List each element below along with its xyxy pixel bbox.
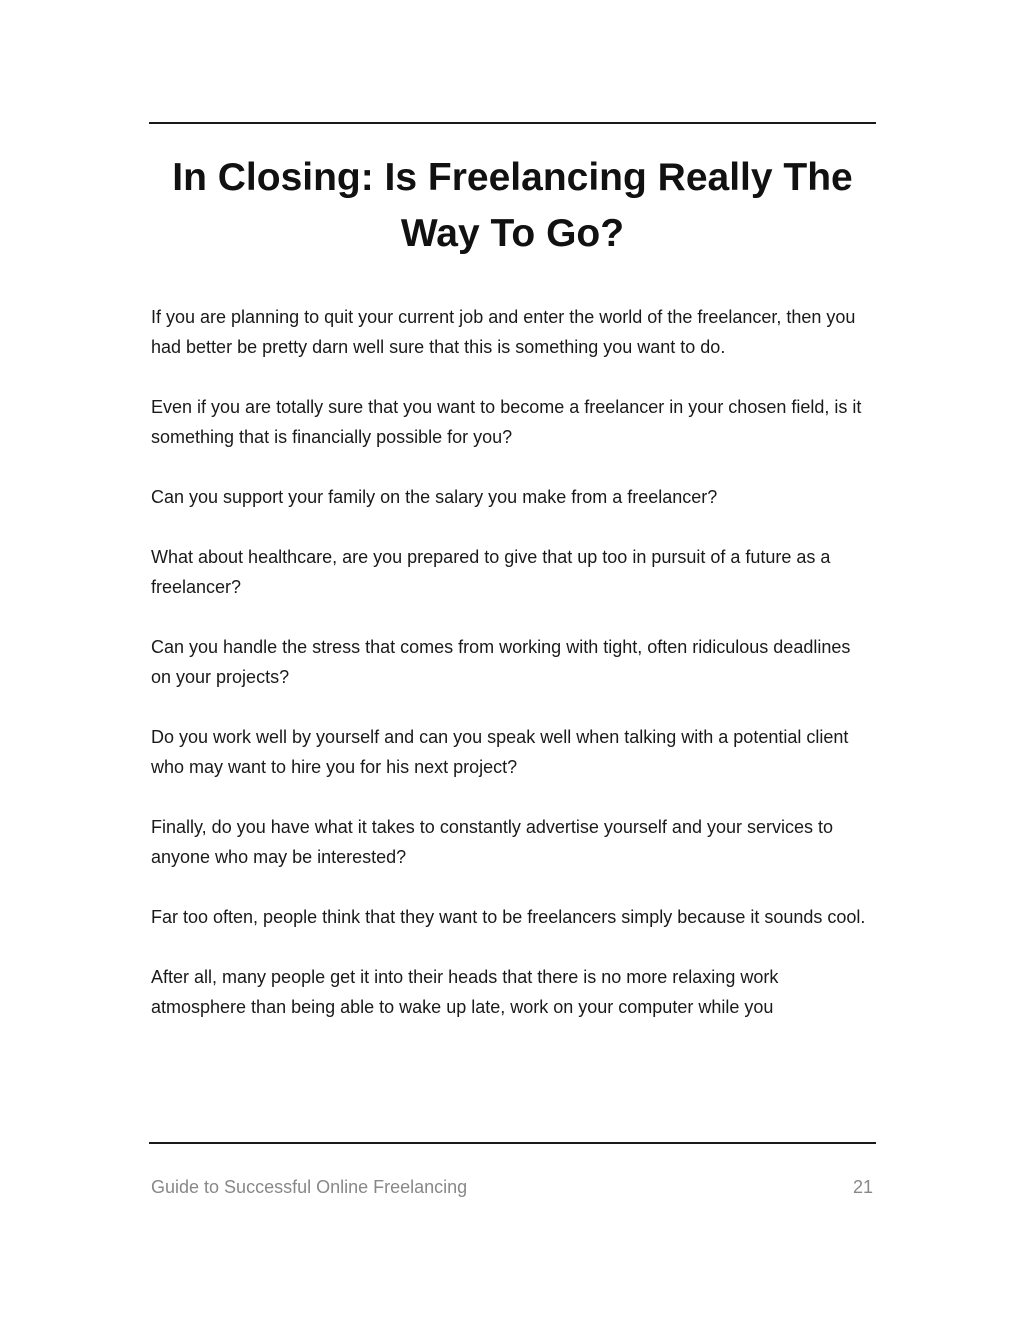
footer-divider xyxy=(149,1142,876,1144)
paragraph: Even if you are totally sure that you want to become a freelancer in your chosen field, is it something that is financially possible for you? xyxy=(151,397,862,447)
footer-page-number: 21 xyxy=(852,1177,873,1197)
paragraph: Can you handle the stress that comes from working with tight, often ridiculous deadlines on your projects? xyxy=(151,637,851,687)
paragraph: Far too often, people think that they want to be freelancers simply because it sounds cool. xyxy=(151,907,866,927)
paragraph: Can you support your family on the salary you make from a freelancer? xyxy=(151,487,718,507)
paragraph: If you are planning to quit your current job and enter the world of the freelancer, then you had better be pretty darn well sure that this is something you want to do. xyxy=(151,307,856,357)
body-text xyxy=(151,302,875,1052)
paragraph: Finally, do you have what it takes to constantly advertise yourself and your services to anyone who may be interested? xyxy=(151,817,834,867)
paragraph: What about healthcare, are you prepared to give that up too in pursuit of a future as a freelancer? xyxy=(151,547,831,597)
paragraph: Do you work well by yourself and can you speak well when talking with a potential client who may want to hire you for his next project? xyxy=(151,727,849,777)
top-divider xyxy=(149,122,876,124)
chapter-title: In Closing: Is Freelancing Really The Way To Go? xyxy=(172,156,853,255)
footer-book-title: Guide to Successful Online Freelancing xyxy=(151,1177,468,1197)
paragraph: After all, many people get it into their heads that there is no more relaxing work atmosphere than being able to wake up late, work on your computer while you xyxy=(151,967,779,1017)
